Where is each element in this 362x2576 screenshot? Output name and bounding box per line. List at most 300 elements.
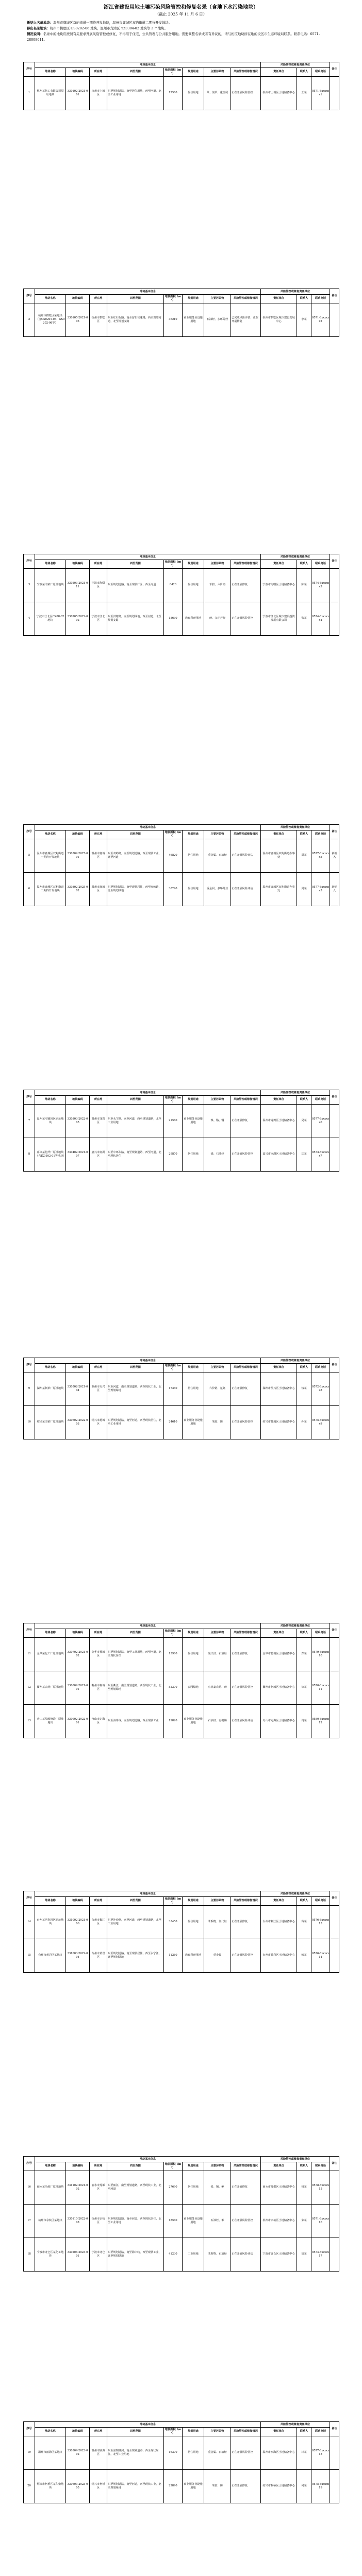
cell-seq: 14 [24,1905,35,1939]
cell-status: 正在开展风险管控 [231,602,261,635]
column-header-contact: 联系人 [297,2428,311,2436]
cell-pollutant: 苯胺、锑 [204,2469,231,2503]
cell-status: 正在开展风险管控 [231,2204,261,2238]
column-header-address: 四至范围 [107,560,164,569]
cell-pollutant: 石油烃、苯 [204,2204,231,2238]
cell-name: 金华某化工厂原址地块 [35,1637,66,1671]
cell-phone: 0574-8xxxxxx3 [311,568,330,602]
column-header-use: 规划用途 [183,1364,204,1372]
column-header-phone: 联系电话 [311,1897,330,1906]
cell-code: 330603-2023-005 [66,2469,90,2503]
cell-code: 330502-2021-004 [66,1372,90,1405]
cell-remark [330,2204,339,2238]
cell-status: 正在开展风险评估 [231,2238,261,2271]
cell-seq: 2 [24,303,35,336]
cell-code: 330902-2022-001 [66,1704,90,1738]
cell-pollutant: 苯胺、六价铬 [204,568,231,602]
cell-contact: 钱某 [297,1372,311,1405]
cell-status: 正在开展风险管控 [231,76,261,110]
cell-remark [330,568,339,602]
column-header-remark: 备注 [330,289,339,303]
column-group-responsible: 风险管控或修复责任单位 [261,1891,330,1897]
cell-phone: 0572-8xxxxxx8 [311,1372,330,1405]
cell-area: 16370 [164,2436,183,2469]
cell-code: 330110-2022-008 [66,2204,90,2238]
cell-district: 杭州市余杭区 [90,2204,107,2238]
cell-status: 正在开展修复 [231,1104,261,1138]
cell-status: 正在开展风险评估 [231,839,261,872]
column-header-phone: 联系电话 [311,2428,330,2436]
table-row [24,839,339,872]
cell-code: 330702-2021-002 [66,1637,90,1671]
cell-area: 11260 [164,1939,183,1972]
cell-phone: 0578-8xxxxx15 [311,2171,330,2204]
cell-contact: 周某 [297,839,311,872]
cell-contact: 王某 [297,76,311,110]
cell-responsible: 绍兴市柯桥区土地储备中心 [261,2469,297,2503]
cell-name: 温州市鹿城区双屿街道二期待开发地块 [35,872,66,906]
cell-remark [330,2171,339,2204]
column-header-phone: 联系电话 [311,1364,330,1372]
table-row [24,1372,339,1405]
cell-remark: 新纳入 [330,839,339,872]
cell-address: 东至规划道路，南至现状居住，西至永宁江，北至规划绿地 [107,1939,164,1972]
column-header-name: 地块名称 [35,560,66,569]
cell-district: 衢州市柯城区 [90,1671,107,1704]
cell-code: 330302-2025-002 [66,872,90,906]
cell-status: 正在开展风险评估 [231,872,261,906]
column-header-remark: 备注 [330,554,339,569]
cell-pollutant: 六价铬、氨氮 [204,1372,231,1405]
cell-status: 正在开展修复 [231,2171,261,2204]
column-header-pollutant: 主要污染物 [204,831,231,839]
cell-area: 36210 [164,303,183,336]
cell-use: 商业服务业设施用地 [183,2469,204,2503]
cell-pollutant: 铅、镉、砷 [204,2171,231,2204]
cell-contact: 蒋某 [297,1905,311,1939]
cell-phone: 0573-8xxxxxx7 [311,1138,330,1171]
column-header-contact: 联系人 [297,560,311,569]
column-group-responsible: 风险管控或修复责任单位 [261,1090,330,1096]
column-header-code: 地块编码 [66,560,90,569]
column-header-contact: 联系人 [297,295,311,303]
cell-responsible: 杭州市余杭区土地储备中心 [261,2204,297,2238]
column-header-pollutant: 主要污染物 [204,560,231,569]
column-header-seq: 序号 [24,62,35,77]
cell-address: 东至外沙路，南至河道，西至规划道路，北至工业用地 [107,1905,164,1939]
cell-district: 台州市椒江区 [90,1905,107,1939]
cell-name: 绍兴某印染厂原址地块 [35,1405,66,1439]
cell-responsible: 杭州市拱墅区城市建设发展中心 [261,303,297,336]
column-header-pollutant: 主要污染物 [204,1629,231,1638]
cell-name: 杭州市拱墅区某地块（含GS0201-03、GS0202-06等） [35,303,66,336]
column-header-seq: 序号 [24,2422,35,2436]
column-header-district: 所在地 [90,1897,107,1906]
register-page [23,554,339,636]
table-row [24,2204,339,2238]
cell-name: 杭州市余杭区某地块 [35,2204,66,2238]
cell-responsible: 舟山市定海区土地储备中心 [261,1704,297,1738]
column-header-contact: 联系人 [297,68,311,77]
cell-pollutant: 重金属、石油烃 [204,2436,231,2469]
column-group-basic: 地块基本信息 [35,1090,261,1096]
column-header-address: 四至范围 [107,295,164,303]
table-row [24,1637,339,1671]
cell-area: 18540 [164,2204,183,2238]
column-header-seq: 序号 [24,554,35,569]
cell-pollutant: 有机氯农药、砷 [204,1671,231,1704]
column-header-status: 风险管控或修复情况 [231,295,261,303]
cell-district: 宁波市海曙区 [90,568,107,602]
column-group-responsible: 风险管控或修复责任单位 [261,825,330,831]
column-header-name: 地块名称 [35,1897,66,1906]
column-header-name: 地块名称 [35,68,66,77]
cell-status: 正在开展风险管控 [231,1138,261,1171]
cell-use: 居住用地 [183,1372,204,1405]
cell-area: 38240 [164,872,183,906]
cell-name: 温州某电镀园区原址地块 [35,1104,66,1138]
cell-code: 330302-2025-001 [66,839,90,872]
cell-remark [330,1905,339,1939]
column-header-pollutant: 主要污染物 [204,2162,231,2171]
cell-remark [330,2238,339,2271]
cell-district: 绍兴市柯桥区 [90,2469,107,2503]
column-header-phone: 联系电话 [311,295,330,303]
cell-area: 52370 [164,1671,183,1704]
cell-remark [330,2436,339,2469]
cell-address: 东至河道，南至规划道路，西至现状工业，北至规划绿地 [107,1372,164,1405]
cell-address: 东至永宁路，南至河道，西至规划道路，北至工业用地 [107,1104,164,1138]
column-header-area: 地块面积（m²） [164,831,183,839]
column-header-use: 规划用途 [183,295,204,303]
cell-district: 宁波市北仑区 [90,2238,107,2271]
column-header-contact: 联系人 [297,831,311,839]
cell-remark [330,1138,339,1171]
cell-address: 东至规划道路，南至河道，西至现状工业，北至规划绿地 [107,2469,164,2503]
column-header-contact: 联系人 [297,1629,311,1638]
cell-phone: 0575-8xxxxxx9 [311,1405,330,1439]
column-header-address: 四至范围 [107,1629,164,1638]
cell-phone: 0571-8xxxxxx1 [311,76,330,110]
cell-pollutant: 重金属 [204,1939,231,1972]
cell-use: 居住用地 [183,1138,204,1171]
cell-responsible: 丽水市莲都区土地储备中心 [261,2171,297,2204]
register-page [23,289,339,337]
column-header-address: 四至范围 [107,1096,164,1105]
column-group-responsible: 风险管控或修复责任单位 [261,1623,330,1629]
cell-district: 杭州市拱墅区 [90,303,107,336]
cell-status: 正在开展风险管控 [231,1671,261,1704]
cell-district: 宁波市江北区 [90,602,107,635]
column-header-address: 四至范围 [107,68,164,77]
cell-remark [330,1939,339,1972]
column-group-basic: 地块基本信息 [35,2422,261,2428]
cell-remark [330,602,339,635]
cell-remark [330,1372,339,1405]
column-group-basic: 地块基本信息 [35,1623,261,1629]
column-header-responsible: 责任单位 [261,68,297,77]
column-header-address: 四至范围 [107,1364,164,1372]
register-table [23,1090,339,1172]
cell-use: 居住用地 [183,76,204,110]
cell-phone: 0570-8xxxxx11 [311,1671,330,1704]
cell-use: 居住用地 [183,1637,204,1671]
register-page [23,1891,339,1973]
column-header-district: 所在地 [90,2162,107,2171]
cell-area: 29870 [164,1138,183,1171]
cell-pollutant: 重金属、多环芳烃 [204,872,231,906]
cell-area: 24610 [164,1405,183,1439]
cell-phone: 0576-8xxxxx13 [311,1905,330,1939]
column-header-status: 风险管控或修复情况 [231,831,261,839]
cell-code: 330304-2023-002 [66,2436,90,2469]
cell-district: 杭州市上城区 [90,76,107,110]
cell-contact: 孙某 [297,1405,311,1439]
column-header-seq: 序号 [24,2157,35,2171]
cell-pollutant: 锑、石油烃 [204,1138,231,1171]
column-header-area: 地块面积（m²） [164,560,183,569]
cell-remark [330,76,339,110]
column-header-seq: 序号 [24,1090,35,1105]
column-header-name: 地块名称 [35,2428,66,2436]
register-table [23,1623,339,1738]
column-header-area: 地块面积（m²） [164,2162,183,2171]
column-header-seq: 序号 [24,1358,35,1372]
cell-contact: 胡某 [297,2238,311,2271]
cell-district: 湖州市吴兴区 [90,1372,107,1405]
cell-use: 商业服务业设施用地 [183,1405,204,1439]
cell-use: 工业用地 [183,2238,204,2271]
cell-seq: 20 [24,2469,35,2503]
cell-contact: 张某 [297,602,311,635]
column-header-address: 四至范围 [107,1897,164,1906]
column-header-area: 地块面积（m²） [164,1897,183,1906]
cell-use: 商业服务业设施用地 [183,303,204,336]
cell-contact: 林某 [297,2436,311,2469]
intro-note: 情况说明：名录中的地块应按照有关要求开展风险管控或修复，不得用于住宅、公共管理与公共服务用地。需要调整名录或者有异议的，请与相应地块所在地的设区市生态环境局联系。联系电话：0571-28008011。 [27,32,320,42]
cell-use: 居住用地 [183,2436,204,2469]
cell-contact: 郑某 [297,1637,311,1671]
cell-seq: 5 [24,839,35,872]
cell-area: 19820 [164,1704,183,1738]
cell-district: 丽水市莲都区 [90,2171,107,2204]
cell-remark [330,1405,339,1439]
cell-phone: 0577-8xxxxx18 [311,2436,330,2469]
register-page [23,1358,339,1439]
register-table [23,2421,339,2503]
table-row [24,76,339,110]
cell-address: 东至海岸线，南至规划道路，西至现状工业 [107,1704,164,1738]
column-header-address: 四至范围 [107,2428,164,2436]
column-group-responsible: 风险管控或修复责任单位 [261,1358,330,1364]
cell-phone: 0576-8xxxxx14 [311,1939,330,1972]
cell-contact: 吴某 [297,1104,311,1138]
register-page [23,62,339,110]
column-group-basic: 地块基本信息 [35,62,261,68]
column-header-code: 地块编码 [66,1629,90,1638]
column-header-code: 地块编码 [66,2428,90,2436]
register-table [23,554,339,636]
column-header-remark: 备注 [330,2422,339,2436]
cell-address: 东至中环东路，南至规划道路，西至河道，北至现状居住 [107,1138,164,1171]
register-table [23,62,339,110]
cell-area: 22890 [164,2469,183,2503]
register-table [23,1891,339,1973]
column-header-area: 地块面积（m²） [164,1629,183,1638]
cell-address: 东至洪塘路，南至规划绿地，西至河道，北至规划支路 [107,602,164,635]
cell-name: 嘉兴某化纤厂原址地块（含JX0102-01等地块） [35,1138,66,1171]
cell-contact: 朱某 [297,2204,311,2238]
cell-phone: 0577-8xxxxxx5 [311,839,330,872]
cell-phone: 0574-8xxxxxx4 [311,602,330,635]
table-row [24,872,339,906]
column-header-name: 地块名称 [35,1364,66,1372]
document-date: （截止 2025 年 11 月 6 日） [155,12,207,16]
cell-code: 330206-2023-001 [66,2238,90,2271]
cell-seq: 11 [24,1637,35,1671]
table-row [24,2171,339,2204]
column-header-area: 地块面积（m²） [164,68,183,77]
column-header-name: 地块名称 [35,1629,66,1638]
column-header-use: 规划用途 [183,2428,204,2436]
column-group-responsible: 风险管控或修复责任单位 [261,62,330,68]
cell-remark: 新纳入 [330,872,339,906]
cell-code: 330602-2022-003 [66,1405,90,1439]
column-header-remark: 备注 [330,1891,339,1906]
table-row [24,1671,339,1704]
column-header-phone: 联系电话 [311,1096,330,1105]
column-header-area: 地块面积（m²） [164,1096,183,1105]
cell-seq: 16 [24,2171,35,2204]
cell-responsible: 温州市瓯海区土地储备中心 [261,2436,297,2469]
column-header-phone: 联系电话 [311,68,330,77]
table-row [24,2238,339,2271]
column-header-name: 地块名称 [35,295,66,303]
cell-address: 东至衢江，南至规划道路，西至现状工业，北至规划绿地 [107,1671,164,1704]
column-header-responsible: 责任单位 [261,295,297,303]
cell-district: 温州市瓯海区 [90,2436,107,2469]
cell-use: 居住用地 [183,1905,204,1939]
cell-pollutant: 石油烃、多环芳烃 [204,303,231,336]
column-header-area: 地块面积（m²） [164,295,183,303]
column-header-district: 所在地 [90,560,107,569]
column-header-use: 规划用途 [183,1629,204,1638]
cell-responsible: 温州市鹿城区双屿街道办事处 [261,839,297,872]
column-header-responsible: 责任单位 [261,1629,297,1638]
cell-pollutant: 重金属、石油烃 [204,839,231,872]
column-header-area: 地块面积（m²） [164,1364,183,1372]
cell-district: 金华市婺城区 [90,1637,107,1671]
column-header-use: 规划用途 [183,1096,204,1105]
cell-pollutant: 苯、氯苯、重金属 [204,76,231,110]
column-group-basic: 地块基本信息 [35,2157,261,2162]
cell-pollutant: 苯系物、石油烃 [204,2238,231,2271]
cell-name: 宁波某印染厂原址地块 [35,568,66,602]
cell-seq: 18 [24,2238,35,2271]
column-header-responsible: 责任单位 [261,2162,297,2171]
cell-use: 居住用地 [183,839,204,872]
cell-phone: 0574-8xxxxx17 [311,2238,330,2271]
column-header-use: 规划用途 [183,560,204,569]
cell-responsible: 湖州市吴兴区土地储备中心 [261,1372,297,1405]
column-header-remark: 备注 [330,825,339,839]
column-group-responsible: 风险管控或修复责任单位 [261,554,330,560]
column-group-responsible: 风险管控或修复责任单位 [261,2157,330,2162]
column-header-code: 地块编码 [66,68,90,77]
cell-responsible: 绍兴市越城区土地储备中心 [261,1405,297,1439]
cell-area: 12580 [164,76,183,110]
column-header-remark: 备注 [330,2157,339,2171]
cell-contact: 李某 [297,303,311,336]
column-header-contact: 联系人 [297,1364,311,1372]
cell-use: 商业服务业设施用地 [183,1104,204,1138]
cell-contact: 冯某 [297,1704,311,1738]
table-row [24,602,339,635]
cell-seq: 12 [24,1671,35,1704]
register-table [23,2156,339,2272]
cell-remark [330,1671,339,1704]
cell-responsible: 台州市椒江区土地储备中心 [261,1905,297,1939]
cell-area: 41230 [164,2238,183,2271]
column-header-district: 所在地 [90,68,107,77]
table-row [24,1939,339,1972]
cell-seq: 6 [24,872,35,906]
column-group-basic: 地块基本信息 [35,289,261,295]
cell-use: 居住用地 [183,872,204,906]
cell-address: 东至规划道路，南至河道，西至现状居住，北至工业用地 [107,2204,164,2238]
column-header-status: 风险管控或修复情况 [231,1897,261,1906]
cell-status: 正在开展风险评估 [231,1704,261,1738]
cell-address: 东至规划道路，南至工业用地，西至河道，北至现状居住 [107,1637,164,1671]
column-header-pollutant: 主要污染物 [204,295,231,303]
cell-address: 东至规划道路，南至河道，西至现状居住，北至工业用地 [107,1405,164,1439]
cell-phone: 0575-8xxxxx19 [311,2469,330,2503]
cell-use: 教育科研用地 [183,1939,204,1972]
cell-district: 嘉兴市南湖区 [90,1138,107,1171]
column-header-status: 风险管控或修复情况 [231,560,261,569]
cell-district: 温州市龙湾区 [90,1104,107,1138]
table-row [24,1704,339,1738]
cell-status: 正在开展修复 [231,568,261,602]
column-header-district: 所在地 [90,1629,107,1638]
column-header-use: 规划用途 [183,1897,204,1906]
column-header-remark: 备注 [330,1358,339,1372]
cell-code: 330203-2021-011 [66,568,90,602]
column-header-district: 所在地 [90,2428,107,2436]
cell-code: 331002-2021-006 [66,1905,90,1939]
cell-name: 台州市黄岩区某地块 [35,1939,66,1972]
cell-code: 331003-2022-004 [66,1939,90,1972]
cell-seq: 8 [24,1138,35,1171]
column-header-name: 地块名称 [35,2162,66,2171]
cell-status: 正在开展风险管控 [231,2436,261,2469]
cell-contact: 何某 [297,2469,311,2503]
cell-address: 东至双屿路，南至规划道路，西至现状工业，北至河道 [107,839,164,872]
cell-name: 衢州某农药厂原址地块 [35,1671,66,1704]
column-header-responsible: 责任单位 [261,560,297,569]
column-header-district: 所在地 [90,831,107,839]
column-header-pollutant: 主要污染物 [204,1897,231,1906]
column-group-basic: 地块基本信息 [35,1891,261,1897]
register-page [23,2421,339,2503]
column-header-seq: 序号 [24,1623,35,1638]
cell-code: 330303-2022-005 [66,1104,90,1138]
cell-use: 公园绿地 [183,1671,204,1704]
column-header-use: 规划用途 [183,68,204,77]
intro-add: 新纳入名录地块：温州市鹿城区双屿街道一期待开发地块，温州市鹿城区双屿街道二期待开发地块。 [27,21,172,25]
cell-responsible: 宁波市江北区城市建设投资发展有限公司 [261,602,297,635]
register-page [23,2156,339,2272]
